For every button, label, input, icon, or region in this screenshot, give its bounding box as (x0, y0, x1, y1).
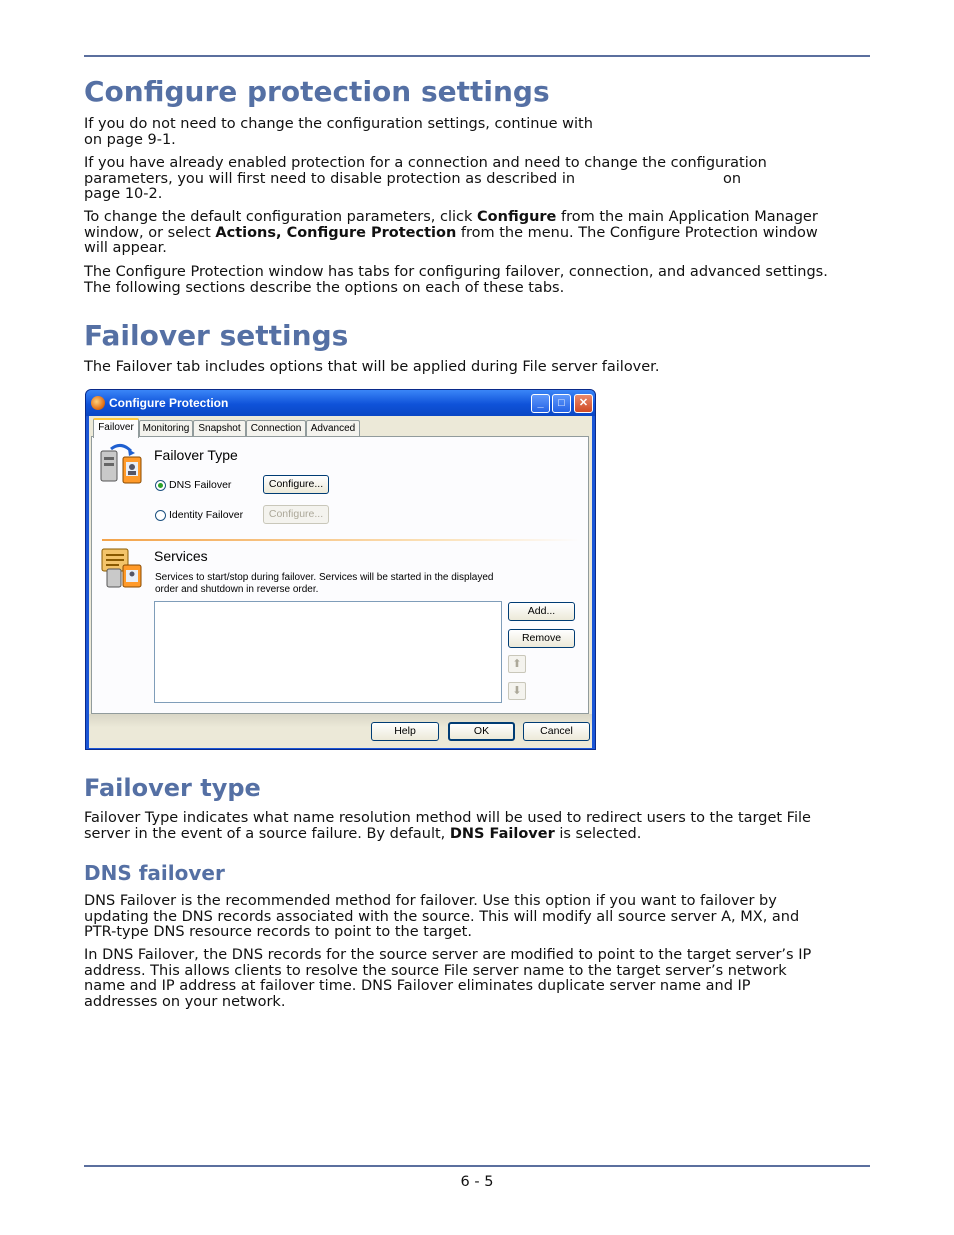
dns-configure-button[interactable]: Configure... (263, 475, 329, 494)
ok-button[interactable]: OK (448, 722, 515, 741)
add-service-button[interactable]: Add... (508, 602, 575, 621)
section-divider (102, 539, 580, 541)
tab-advanced[interactable]: Advanced (306, 420, 360, 437)
services-description: Services to start/stop during failover. Services will be started in the displayed order and shutdown in reverse order. (155, 572, 494, 595)
app-icon (91, 396, 105, 410)
header-rule (84, 55, 870, 57)
identity-configure-button[interactable]: Configure... (263, 505, 329, 524)
maximize-button[interactable] (552, 394, 571, 413)
identity-failover-radio[interactable] (155, 510, 166, 521)
heading-failover-settings: Failover settings (84, 319, 349, 352)
move-up-button[interactable] (508, 655, 526, 673)
paragraph-configure-4: The Configure Protection window has tabs for configuring failover, connection, and advanced settings. The following sections describe the options on each of these tabs. (84, 264, 828, 296)
paragraph-dns-failover-2: In DNS Failover, the DNS records for the source server are modified to point to the target server’s IP address. This allows clients to resolve the source File server name to the target server’s network name and IP address at failover time. DNS Failover eliminates duplicate server name and IP addresses on your network. (84, 947, 812, 1010)
close-button[interactable] (574, 394, 593, 413)
failover-type-heading: Failover Type (154, 447, 238, 463)
dialog-title-bar[interactable] (86, 390, 595, 416)
heading-failover-type: Failover type (84, 774, 261, 802)
dns-failover-radio[interactable] (155, 480, 166, 491)
paragraph-failover-type: Failover Type indicates what name resolution method will be used to redirect users to the target File server in the event of a source failure. By default, DNS Failover is selected. (84, 810, 811, 842)
dialog-body (89, 416, 592, 748)
dns-failover-label[interactable]: DNS Failover (169, 479, 232, 491)
remove-service-button[interactable]: Remove (508, 629, 575, 648)
configure-protection-dialog (85, 389, 596, 750)
services-icon (99, 545, 143, 589)
paragraph-dns-failover-1: DNS Failover is the recommended method for failover. Use this option if you want to failover by updating the DNS records associated with the source. This will modify all source server A, MX, and PTR-type DNS resource records to point to the target. (84, 893, 800, 941)
tab-monitoring[interactable]: Monitoring (139, 420, 193, 437)
move-down-button[interactable] (508, 682, 526, 700)
minimize-icon: _ (537, 397, 544, 409)
page-number: 6 - 5 (460, 1174, 494, 1190)
cancel-button[interactable]: Cancel (523, 722, 590, 741)
close-icon: ✕ (578, 397, 589, 409)
failover-server-icon (99, 443, 143, 487)
paragraph-configure-1: If you do not need to change the configuration settings, continue with on page 9-1. (84, 116, 593, 148)
tab-failover[interactable]: Failover (93, 418, 139, 438)
heading-dns-failover: DNS failover (84, 861, 225, 885)
tab-snapshot[interactable]: Snapshot (193, 420, 246, 437)
tab-connection[interactable]: Connection (246, 420, 306, 437)
help-button[interactable]: Help (371, 722, 439, 741)
identity-failover-label[interactable]: Identity Failover (169, 509, 244, 521)
paragraph-configure-3: To change the default configuration parameters, click Configure from the main Application Manager window, or select Actions, Configure Protection from the menu. The Configure Protection window will appear. (84, 209, 818, 257)
arrow-down-icon: ⬇ (512, 685, 522, 697)
paragraph-configure-2: If you have already enabled protection for a connection and need to change the configuration parameters, you will first need to disable protection as described in on page 10-2. (84, 155, 767, 203)
minimize-button[interactable] (531, 394, 550, 413)
paragraph-failover-settings: The Failover tab includes options that will be applied during File server failover. (84, 359, 660, 375)
footer-rule (84, 1165, 870, 1167)
dialog-title: Configure Protection (109, 396, 229, 410)
arrow-up-icon: ⬆ (512, 658, 522, 670)
failover-tab-panel (91, 436, 589, 714)
heading-configure-protection-settings: Configure protection settings (84, 75, 550, 108)
dialog-footer (89, 714, 592, 748)
services-list[interactable] (154, 601, 502, 703)
maximize-icon: □ (558, 397, 565, 409)
services-heading: Services (154, 548, 208, 564)
